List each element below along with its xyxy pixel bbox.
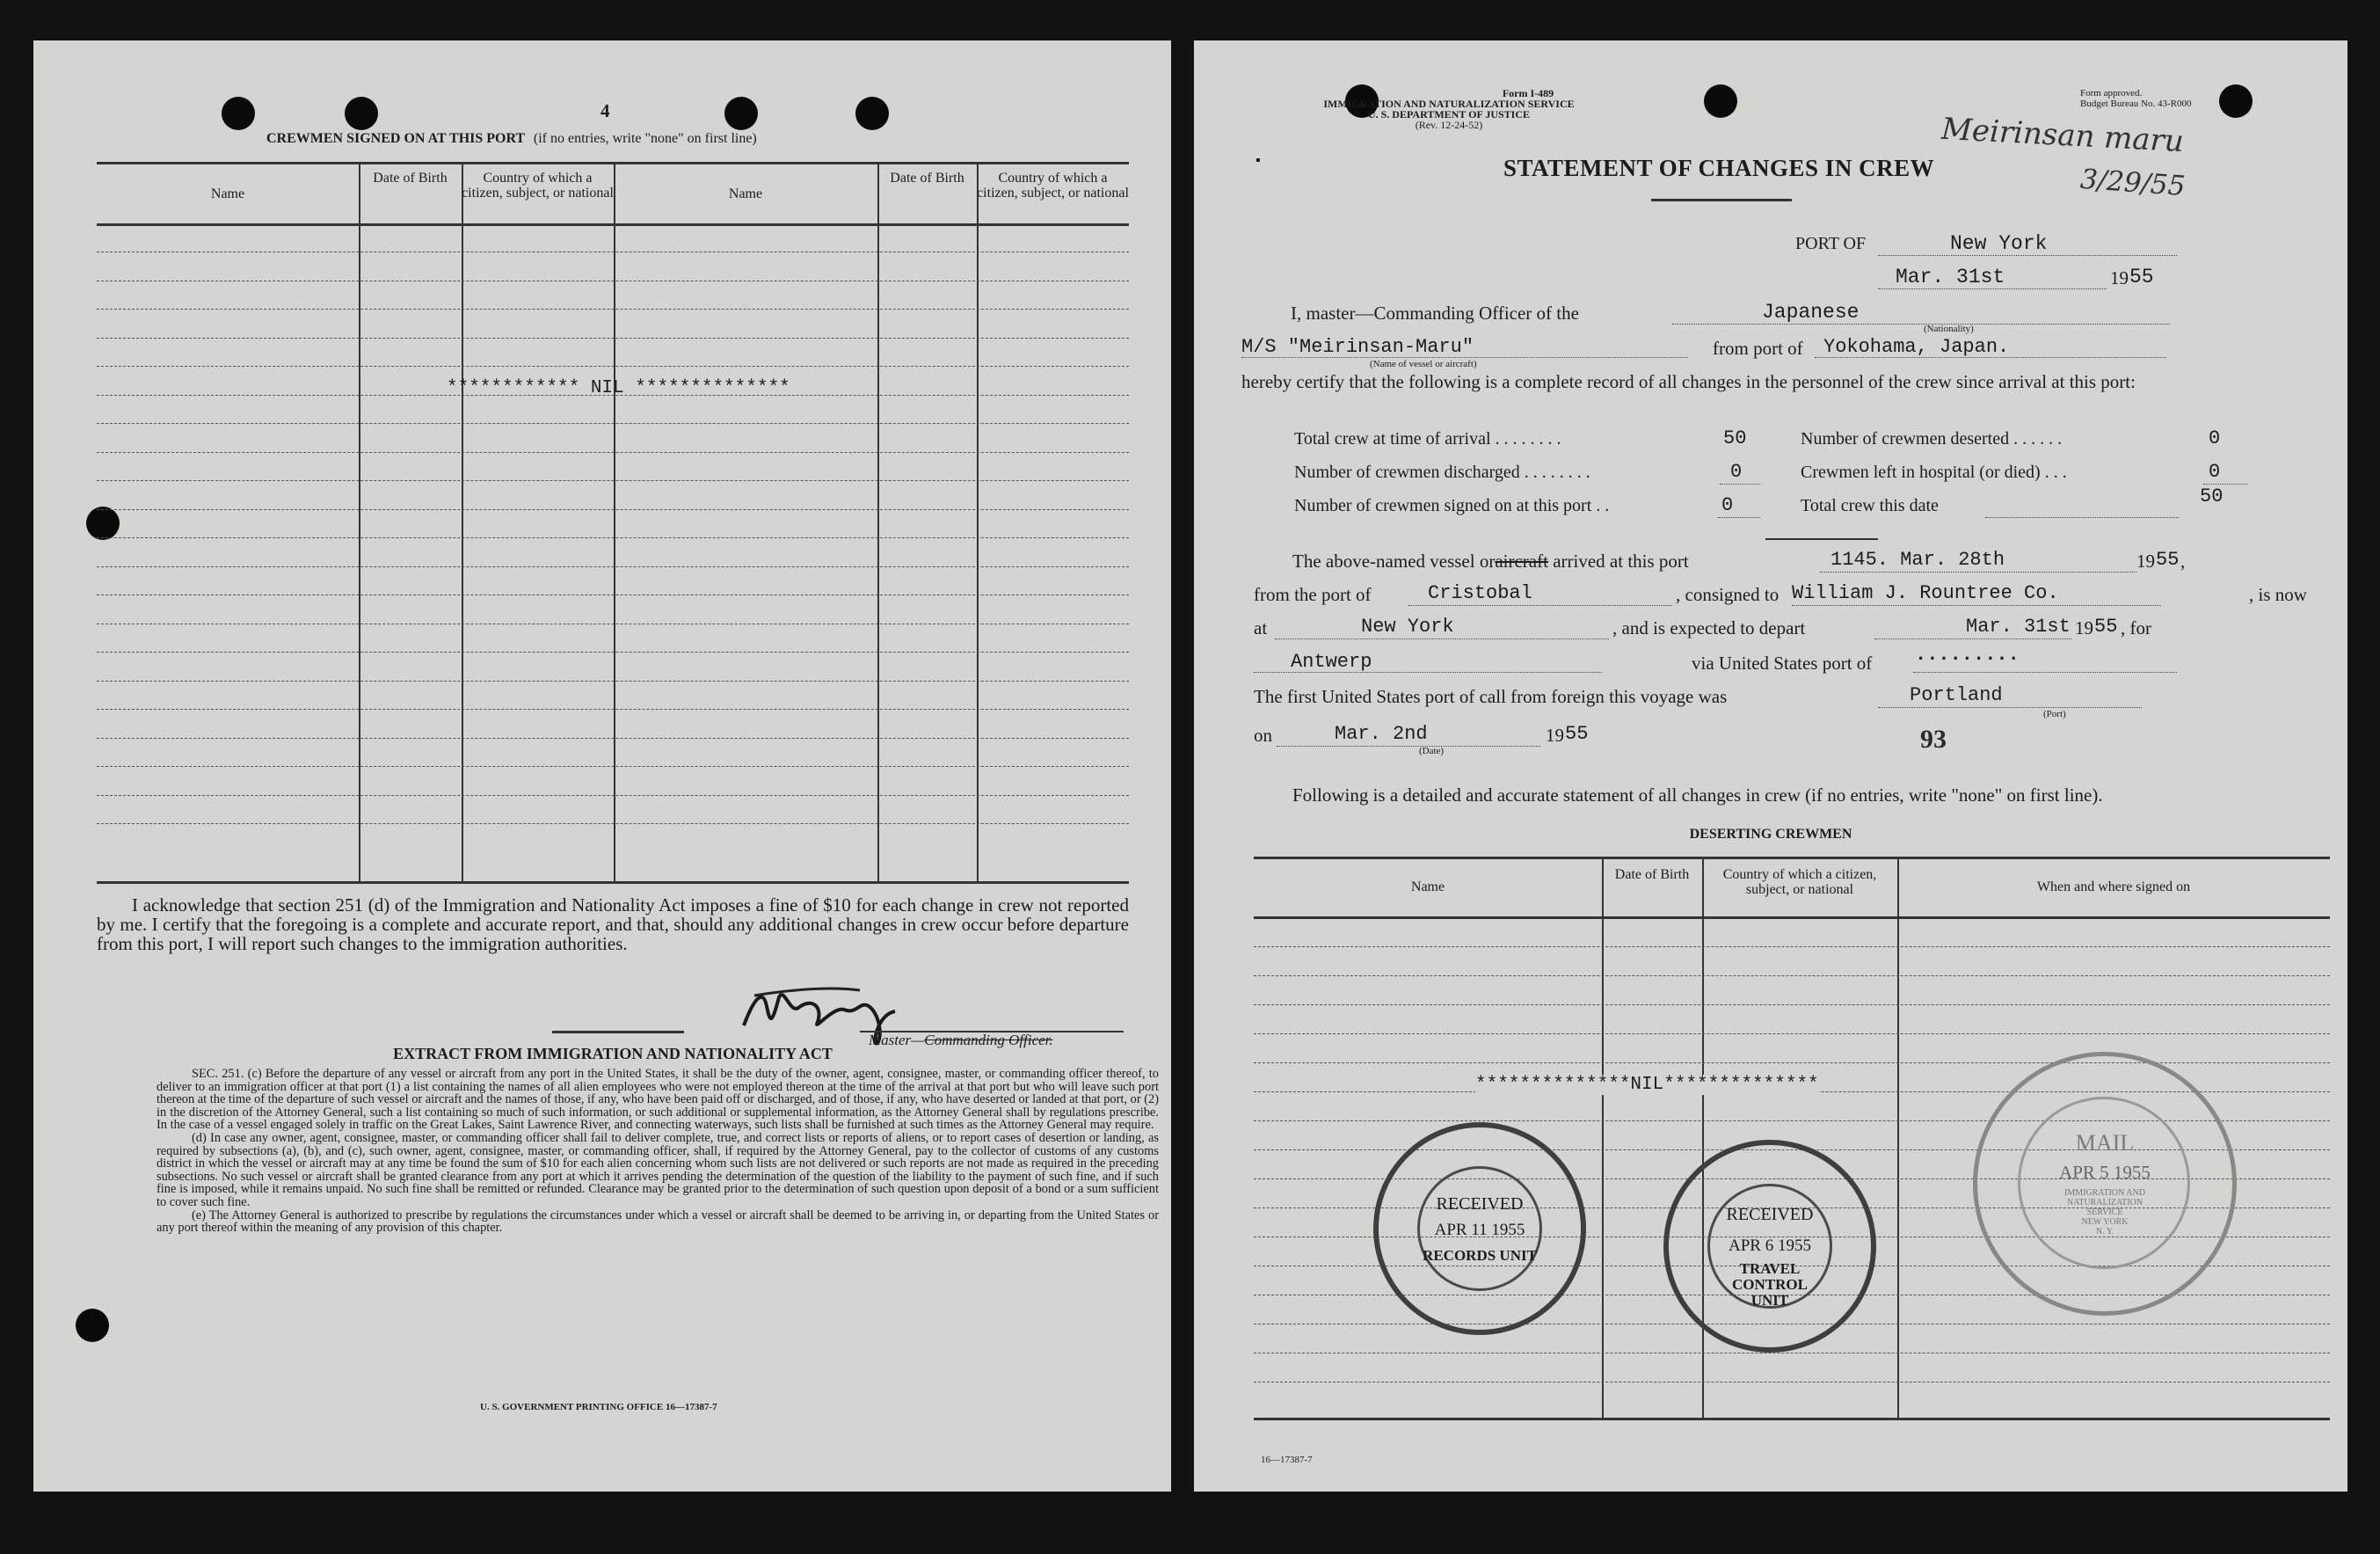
desert-col-country: Country of which a citizen, subject, or national: [1722, 867, 1877, 897]
arrived-suffix: arrived at this port: [1553, 551, 1689, 572]
count-label-hospital: Crewmen left in hospital (or died) . . .: [1801, 463, 2067, 482]
table-row-rule: [97, 709, 1129, 710]
printer-line: U. S. GOVERNMENT PRINTING OFFICE 16—17387-7: [480, 1402, 717, 1412]
extract-title: EXTRACT FROM IMMIGRATION AND NATIONALITY ACT: [393, 1045, 833, 1062]
desert-nil-entry: **************NIL**************: [1475, 1075, 1819, 1095]
following-text: Following is a detailed and accurate statement of all changes in crew (if no entries, write "none" on first line).: [1292, 784, 2103, 806]
port-value: New York: [1950, 232, 2048, 255]
port-caption: (Port): [2043, 709, 2066, 719]
signature-label-master: Master—: [869, 1032, 925, 1048]
depart-value: Mar. 31st: [1966, 616, 2071, 638]
count-value-total: 50: [2200, 485, 2224, 507]
destination-value: Antwerp: [1291, 651, 1372, 673]
depart-year: 55: [2094, 616, 2118, 638]
revision-date: (Rev. 12-24-52): [1415, 119, 1483, 131]
from-the-port-value: Cristobal: [1428, 582, 1532, 604]
agency-line-1: IMMIGRATION AND NATURALIZATION SERVICE: [1323, 98, 1575, 110]
on-year: 55: [1565, 723, 1589, 745]
table-row-rule: [97, 452, 1129, 453]
desert-col-dob: Date of Birth: [1614, 867, 1690, 882]
desert-col-when-where: When and where signed on: [2036, 879, 2191, 894]
first-port-text: The first United States port of call from foreign this voyage was: [1254, 686, 1728, 707]
port-label: PORT OF: [1795, 234, 1867, 253]
punch-hole: [86, 507, 120, 540]
form-header: [1194, 88, 1704, 130]
now-label: , is now: [2249, 584, 2307, 605]
punch-hole: [76, 1309, 109, 1342]
col-header-name-2: Name: [728, 186, 763, 201]
col-header-dob: Date of Birth: [373, 171, 448, 186]
col-header-dob-2: Date of Birth: [890, 171, 964, 186]
received-stamp-travel-control: RECEIVED APR 6 1955 TRAVEL CONTROL UNIT: [1663, 1140, 1876, 1353]
count-label-discharged: Number of crewmen discharged . . . . . . . .: [1294, 463, 1590, 482]
from-port-label: from port of: [1713, 338, 1803, 359]
table-row-rule: [97, 309, 1129, 310]
arrived-struck: aircraft: [1495, 551, 1548, 572]
vessel-caption: (Name of vessel or aircraft): [1370, 359, 1477, 369]
table-row-rule: [1254, 975, 2330, 976]
table-row-rule: [97, 338, 1129, 339]
count-value-hospital: 0: [2209, 461, 2221, 483]
handwritten-date-annotation: 3/29/55: [2078, 163, 2187, 203]
at-label: at: [1254, 617, 1268, 638]
table-row-rule: [97, 652, 1129, 653]
table-row-rule: [97, 823, 1129, 824]
master-text: I, master—Commanding Officer of the: [1291, 303, 1579, 324]
table-row-rule: [97, 366, 1129, 367]
via-value: .........: [1915, 644, 2020, 666]
table-row-rule: [1254, 1062, 2330, 1063]
date-caption: (Date): [1419, 746, 1445, 756]
for-label: , for: [2121, 617, 2151, 638]
table-row-rule: [97, 566, 1129, 567]
consigned-label: , consigned to: [1676, 584, 1780, 605]
table-row-rule: [97, 738, 1129, 739]
table-row-rule: [97, 681, 1129, 682]
punch-hole: [1704, 84, 1737, 118]
from-port-value: Yokohama, Japan.: [1823, 336, 2010, 358]
handwritten-code: 93: [1920, 725, 1947, 754]
col-header-name: Name: [210, 186, 245, 201]
page-number: 4: [600, 100, 610, 121]
count-label-arrival: Total crew at time of arrival . . . . . . . .: [1294, 429, 1561, 449]
extract-sec-d: (d) In case any owner, agent, consignee, master, or commanding officer shall fail to deliver complete, true, and correct lists or reports of aliens, or to report cases of desertion or landing, as required by subsections (a), (b), and (c), such owner, agent, consignee, master, or commanding officer, shall, if required by the Attorney General, pay to the collector of customs of any customs district in which the vessel or aircraft may at any time be found the sum of $10 for each alien concerning whom such lists are not delivered or such reports are not made as required in the preceding subsections. No such vessel or aircraft shall be granted clearance from any port at which it arrives pending the determination of the question of the liability to the payment of such fine, and if such fine is imposed, while it remains unpaid. No such fine shall be remitted or refunded. Clearance may be granted prior to the determination of such question upon deposit of a bond or a sum sufficient to cover such fine.: [156, 1130, 1159, 1209]
form-approval: [2080, 88, 2191, 109]
at-value: New York: [1361, 616, 1454, 638]
date-year-printed: 19: [2110, 267, 2129, 288]
mail-stamp: MAIL APR 5 1955 IMMIGRATION AND NATURALIZATION SERVICE NEW YORK N. Y.: [1973, 1052, 2237, 1316]
desert-col-name: Name: [1410, 879, 1445, 894]
footer-code: 16—17387-7: [1261, 1455, 1313, 1465]
count-value-arrival: 50: [1723, 427, 1747, 449]
table-row-rule: [1254, 1382, 2330, 1383]
punch-hole: [222, 97, 255, 130]
from-the-port-label: from the port of: [1254, 584, 1372, 605]
section-heading: CREWMEN SIGNED ON AT THIS PORT: [266, 131, 525, 146]
arrived-year: 55: [2156, 549, 2180, 571]
count-value-deserted: 0: [2209, 427, 2221, 449]
form-number: Form I-489: [1502, 87, 1554, 99]
punch-hole: [345, 97, 378, 130]
depart-label: , and is expected to depart: [1612, 617, 1806, 638]
table-row-rule: [97, 795, 1129, 796]
acknowledgment-text: I acknowledge that section 251 (d) of the Immigration and Nationality Act imposes a fine of $10 for each change in crew not reported by me. I certify that the foregoing is a complete and accurate report, and that, should any additional changes in crew occur before departure from this port, I will report such changes to the immigration authorities.: [97, 894, 1129, 954]
agency-line-2: U. S. DEPARTMENT OF JUSTICE: [1367, 108, 1531, 120]
extract-body: [156, 1068, 1159, 1235]
punch-hole: [855, 97, 889, 130]
extract-sec-e: (e) The Attorney General is authorized to prescribe by regulations the circumstances under which a vessel or aircraft shall be deemed to be arriving in, or departing from the United States or any port thereof within the meaning of any provision of this chapter.: [156, 1207, 1159, 1236]
deserting-title: DESERTING CREWMEN: [1689, 827, 1852, 842]
form-approved: Form approved.: [2080, 88, 2143, 98]
budget-bureau: Budget Bureau No. 43-R000: [2080, 98, 2192, 109]
punch-hole: [724, 97, 758, 130]
col-header-country: Country of which a citizen, subject, or national: [462, 171, 614, 201]
arrived-value: 1145. Mar. 28th: [1830, 549, 2005, 571]
on-value: Mar. 2nd: [1335, 723, 1428, 745]
table-row-rule: [97, 423, 1129, 424]
signature-label-officer: Commanding Officer.: [924, 1032, 1053, 1048]
arrived-text: [1292, 551, 1689, 573]
date-year-value: 55: [2129, 266, 2154, 288]
section-heading-note: (if no entries, write "none" on first line): [533, 131, 757, 146]
table-row-rule: [97, 509, 1129, 510]
left-page: [33, 40, 1171, 1492]
vessel-value: M/S "Meirinsan-Maru": [1241, 336, 1474, 358]
first-port-value: Portland: [1910, 684, 2003, 706]
count-label-total: Total crew this date: [1801, 496, 1939, 515]
nil-entry: ************ NIL **************: [447, 378, 790, 398]
table-row-rule: [97, 480, 1129, 481]
consigned-value: William J. Rountree Co.: [1792, 582, 2059, 604]
count-value-signed-on: 0: [1721, 494, 1734, 516]
table-row-rule: [97, 766, 1129, 767]
via-label: via United States port of: [1692, 653, 1873, 674]
form-title: STATEMENT OF CHANGES IN CREW: [1503, 155, 1935, 181]
col-header-country-2: Country of which a citizen, subject, or national: [977, 171, 1129, 201]
right-page: Form I-489 IMMIGRATION AND NATURALIZATION SERVICE U. S. DEPARTMENT OF JUSTICE (Rev. 12-24-52) Form approved. Budget Bureau No. 43-R000 Meirinsan maru 3/29/55 ▪ STATEMENT OF CHANGES IN CREW PORT OF New York Mar. 31st 19 55 I, master—Commanding Officer of the Japanese (Nationality) M/S "Meirinsan-Maru" (Name of vessel or aircraft) from port of Yokohama, Japan. hereby certify that the following is a complete record of all changes in the personnel of the crew since arrival at this port: Total crew at time of arrival . . . . . . . . 50 Number of crewmen discharged . . . . . . . . 0 Number of crewmen signed on at this port . . 0 Number of crewmen deserted . . . . . . 0 Crewmen left in hospital (or died) . . . 0 Total crew this date 50 The above-named vessel oraircraft arrived at this port 1145. Mar. 28th 19 55 , from the port of Cristobal , consigned to William J. Rountree Co. , is now at New York , and is expected to depart Mar. 31st 19 55 , for Antwerp via United States port of ......... The first United States port of call from foreign this voyage was Portland (Port) on Mar. 2nd (Date) 19 55 93 Following is a detailed and accurate statement of all changes in crew (if no entries, write "none" on first line). DESERTING CREWMEN Name Date of Birth Country of which a citizen, subject, or national When and where signed on **************NIL************** RECEIVED APR 11 1955 RECORDS UNIT RECEIVED APR 6 1955 TRAVEL CONTROL UNIT MAIL APR 5 1955 IMMIGRATION AND NATURALIZATION SERVICE NEW YORK N. Y. 16—17387-7: [1194, 40, 2347, 1492]
arrived-prefix: The above-named vessel or: [1292, 551, 1496, 572]
extract-sec-c: SEC. 251. (c) Before the departure of any vessel or aircraft from any port in the United States, it shall be the duty of the owner, agent, consignee, master, or commanding officer thereof, to deliver to an immigration officer at that port (1) a list containing the names of all alien employees who were not employed thereon at the time of the arrival at that port but who will leave such port thereon at the time of the departure of such vessel or aircraft and the names of those, if any, who have been paid off or discharged, and of those, if any, who have deserted or landed at that port, or (2) in the discretion of the Attorney General, such a list containing so much of such information, or such additional or supplemental information, as the Attorney General shall by regulations prescribe. In the case of a vessel engaged solely in traffic on the Great Lakes, Saint Lawrence River, and connecting waterways, such lists shall be furnished at such times as the Attorney General may require.: [156, 1067, 1159, 1133]
table-row-rule: [1254, 1004, 2330, 1005]
handwritten-vessel-annotation: Meirinsan maru: [1940, 111, 2185, 160]
table-row-rule: [1254, 1033, 2330, 1034]
received-stamp-records: RECEIVED APR 11 1955 RECORDS UNIT: [1373, 1122, 1586, 1335]
nationality-value: Japanese: [1762, 301, 1860, 324]
table-row-rule: [1254, 946, 2330, 947]
nationality-caption: (Nationality): [1924, 324, 1974, 334]
table-row-rule: [97, 537, 1129, 538]
count-label-signed-on: Number of crewmen signed on at this port . .: [1294, 496, 1610, 515]
count-label-deserted: Number of crewmen deserted . . . . . .: [1801, 429, 2063, 449]
count-value-discharged: 0: [1730, 461, 1743, 483]
date-value: Mar. 31st: [1896, 266, 2005, 288]
punch-hole: [2219, 84, 2253, 118]
certify-text: hereby certify that the following is a complete record of all changes in the personnel of the crew since arrival at this port:: [1241, 371, 2136, 392]
on-label: on: [1254, 725, 1272, 746]
